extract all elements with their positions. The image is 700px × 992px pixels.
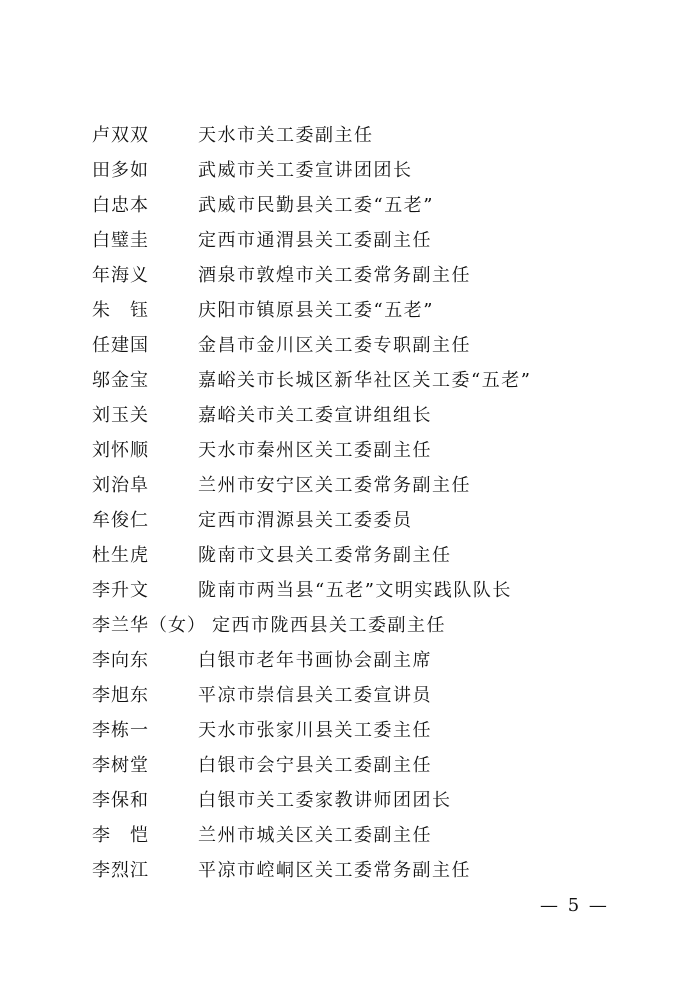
person-title: 定西市通渭县关工委副主任 [198, 230, 432, 251]
list-item [92, 328, 652, 363]
list-item [92, 433, 652, 468]
person-title: 庆阳市镇原县关工委“五老” [198, 300, 434, 321]
list-item [92, 538, 652, 573]
list-item [92, 713, 652, 748]
list-item [92, 678, 652, 713]
list-item [92, 643, 652, 678]
person-title: 定西市渭源县关工委委员 [198, 510, 413, 531]
list-item [92, 258, 652, 293]
person-title: 兰州市城关区关工委副主任 [198, 825, 432, 846]
list-item [92, 853, 652, 888]
person-name: 刘玉关 [92, 405, 149, 426]
person-title: 平凉市崇信县关工委宣讲员 [198, 685, 432, 706]
person-title: 天水市张家川县关工委主任 [198, 720, 432, 741]
person-name: 田多如 [92, 160, 149, 181]
person-title: 天水市关工委副主任 [198, 125, 374, 146]
person-name: 李树堂 [92, 755, 149, 776]
person-name: 牟俊仁 [92, 510, 149, 531]
list-item [92, 783, 652, 818]
person-title: 天水市秦州区关工委副主任 [198, 440, 432, 461]
person-name: 白璧圭 [92, 230, 149, 251]
list-item [92, 363, 652, 398]
list-item [92, 503, 652, 538]
person-name: 邬金宝 [92, 370, 149, 391]
list-item [92, 118, 652, 153]
person-name: 李旭东 [92, 685, 149, 706]
person-name: 杜生虎 [92, 545, 149, 566]
person-title: 平凉市崆峒区关工委常务副主任 [198, 860, 471, 881]
list-item [92, 188, 652, 223]
person-title: 嘉峪关市长城区新华社区关工委“五老” [198, 370, 532, 391]
person-title: 白银市会宁县关工委副主任 [198, 755, 432, 776]
list-item [92, 223, 652, 258]
honoree-list [92, 118, 652, 888]
list-item [92, 818, 652, 853]
person-title: 酒泉市敦煌市关工委常务副主任 [198, 265, 471, 286]
person-title: 白银市关工委家教讲师团团长 [198, 790, 452, 811]
person-name: 李 恺 [92, 825, 149, 846]
list-item [92, 608, 652, 643]
person-title: 定西市陇西县关工委副主任 [212, 615, 446, 636]
person-title: 白银市老年书画协会副主席 [198, 650, 432, 671]
person-name: 李栋一 [92, 720, 149, 741]
person-name: 李烈江 [92, 860, 149, 881]
page-number: — 5 — [540, 895, 609, 916]
person-name: 李兰华（女） [92, 615, 206, 636]
person-name: 刘怀顺 [92, 440, 149, 461]
person-name: 白忠本 [92, 195, 149, 216]
person-name: 李向东 [92, 650, 149, 671]
person-name: 年海义 [92, 265, 149, 286]
list-item [92, 153, 652, 188]
person-title: 武威市民勤县关工委“五老” [198, 195, 434, 216]
person-name: 李升文 [92, 580, 149, 601]
person-title: 武威市关工委宣讲团团长 [198, 160, 413, 181]
list-item [92, 398, 652, 433]
person-name: 任建国 [92, 335, 149, 356]
person-title: 陇南市两当县“五老”文明实践队队长 [198, 580, 512, 601]
person-name: 刘治阜 [92, 475, 149, 496]
person-title: 兰州市安宁区关工委常务副主任 [198, 475, 471, 496]
list-item [92, 748, 652, 783]
person-name: 李保和 [92, 790, 149, 811]
person-title: 金昌市金川区关工委专职副主任 [198, 335, 471, 356]
list-item [92, 293, 652, 328]
person-name: 朱 钰 [92, 300, 149, 321]
person-name: 卢双双 [92, 125, 149, 146]
list-item [92, 573, 652, 608]
person-title: 陇南市文县关工委常务副主任 [198, 545, 452, 566]
person-title: 嘉峪关市关工委宣讲组组长 [198, 405, 432, 426]
list-item [92, 468, 652, 503]
